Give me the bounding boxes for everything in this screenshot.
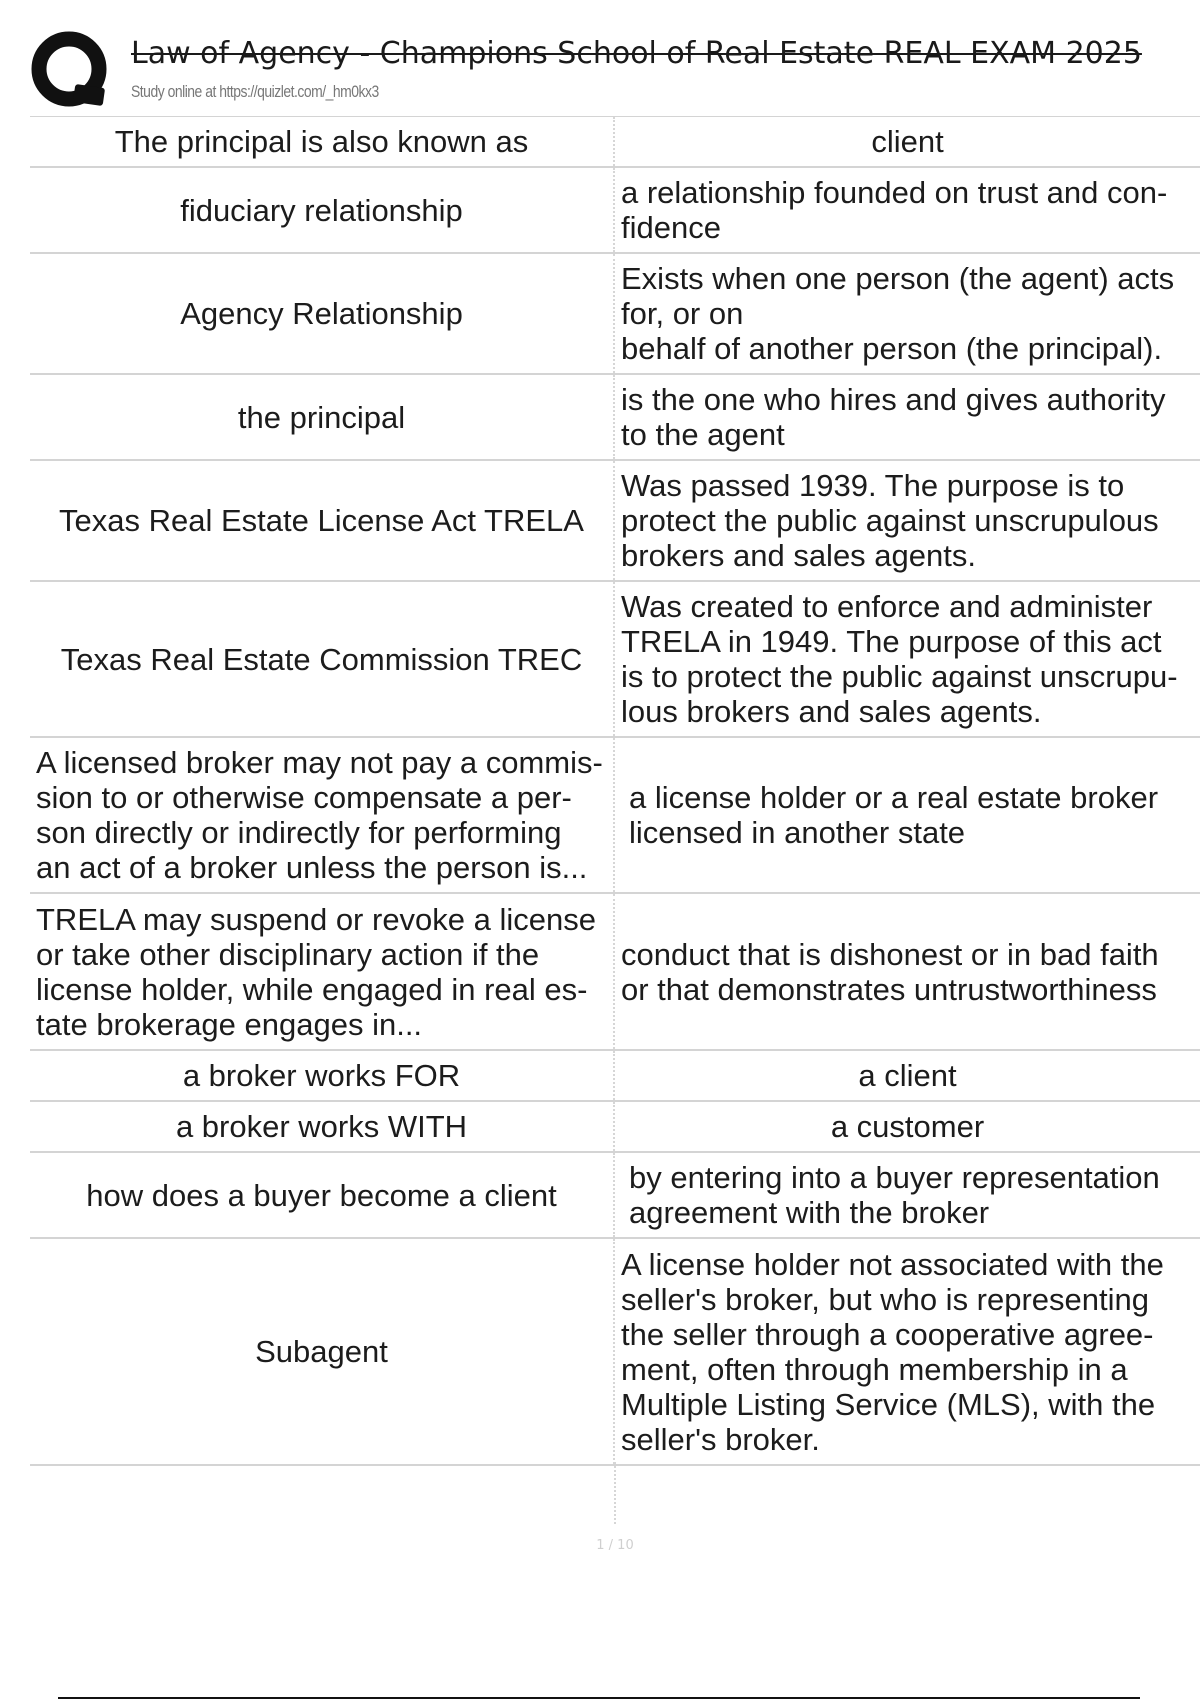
definition-text: conduct that is dishonest or in bad faith or that demonstrates untrustworthiness	[621, 936, 1159, 1007]
page-number: 1 / 10	[596, 1538, 634, 1553]
card-term: a broker works FOR	[30, 1050, 614, 1101]
card-definition	[614, 581, 1200, 737]
definition-text: client	[871, 124, 944, 159]
term-text: TRELA may suspend or revoke a license or take other disciplinary action if the license holder, while engaged in real es- tate brokerage engages in...	[36, 901, 596, 1042]
quizlet-q-logo-icon	[30, 30, 112, 112]
flashcard-table	[30, 117, 1200, 1466]
column-divider	[614, 1462, 616, 1524]
page-bottom-rule	[58, 1697, 1140, 1699]
card-definition	[614, 1238, 1200, 1465]
definition-text: by entering into a buyer representation agreement with the broker	[629, 1160, 1160, 1230]
card-term	[30, 893, 614, 1050]
term-text: A licensed broker may not pay a commis- sion to or otherwise compensate a per- son directly or indirectly for performing an act of a broker unless the person is...	[36, 745, 603, 885]
definition-text: a relationship founded on trust and con- fidence	[621, 175, 1168, 245]
card-row	[30, 167, 1200, 253]
card-term: fiduciary relationship	[30, 167, 614, 253]
card-row	[30, 737, 1200, 893]
card-row	[30, 893, 1200, 1050]
card-row	[30, 1050, 1200, 1101]
card-term: the principal	[30, 374, 614, 460]
card-definition	[614, 167, 1200, 253]
card-row	[30, 460, 1200, 581]
card-term: Subagent	[30, 1238, 614, 1465]
card-row	[30, 117, 1200, 167]
card-definition	[614, 460, 1200, 581]
card-row	[30, 374, 1200, 460]
definition-text: is the one who hires and gives authority to the agent	[621, 382, 1166, 452]
card-term: The principal is also known as	[30, 117, 614, 167]
card-definition	[614, 893, 1200, 1050]
card-definition	[614, 1050, 1200, 1101]
document-title: Law of Agency - Champions School of Real Estate REAL EXAM 2025	[131, 36, 1142, 71]
definition-text: Was passed 1939. The purpose is to protect the public against unscrupulous brokers and sales agents.	[621, 468, 1159, 573]
definition-text: a customer	[830, 1109, 985, 1144]
card-term: how does a buyer become a client	[30, 1152, 614, 1238]
definition-text: a license holder or a real estate broker licensed in another state	[629, 780, 1159, 850]
card-row	[30, 581, 1200, 737]
card-definition	[614, 374, 1200, 460]
card-row	[30, 253, 1200, 374]
card-row	[30, 1238, 1200, 1465]
card-row	[30, 1152, 1200, 1238]
card-term: Agency Relationship	[30, 253, 614, 374]
card-definition	[614, 737, 1200, 893]
card-term: Texas Real Estate Commission TREC	[30, 581, 614, 737]
study-online-url[interactable]: Study online at https://quizlet.com/_hm0kx3	[131, 82, 379, 101]
definition-text: a client	[858, 1058, 957, 1093]
card-term	[30, 737, 614, 893]
definition-text: Was created to enforce and administer TRELA in 1949. The purpose of this act is to protect the public against unscrupu- lous brokers and sales agents.	[621, 589, 1178, 729]
card-term: Texas Real Estate License Act TRELA	[30, 460, 614, 581]
definition-text: A license holder not associated with the seller's broker, but who is representing the seller through a cooperative agree- ment, often through membership in a Multiple Listing Service (MLS), with the seller's broker.	[621, 1246, 1164, 1457]
card-term: a broker works WITH	[30, 1101, 614, 1152]
definition-text: Exists when one person (the agent) acts for, or on behalf of another person (the principal).	[621, 261, 1175, 366]
card-definition	[614, 253, 1200, 374]
card-definition	[614, 1101, 1200, 1152]
card-definition	[614, 1152, 1200, 1238]
card-definition	[614, 117, 1200, 167]
card-row	[30, 1101, 1200, 1152]
